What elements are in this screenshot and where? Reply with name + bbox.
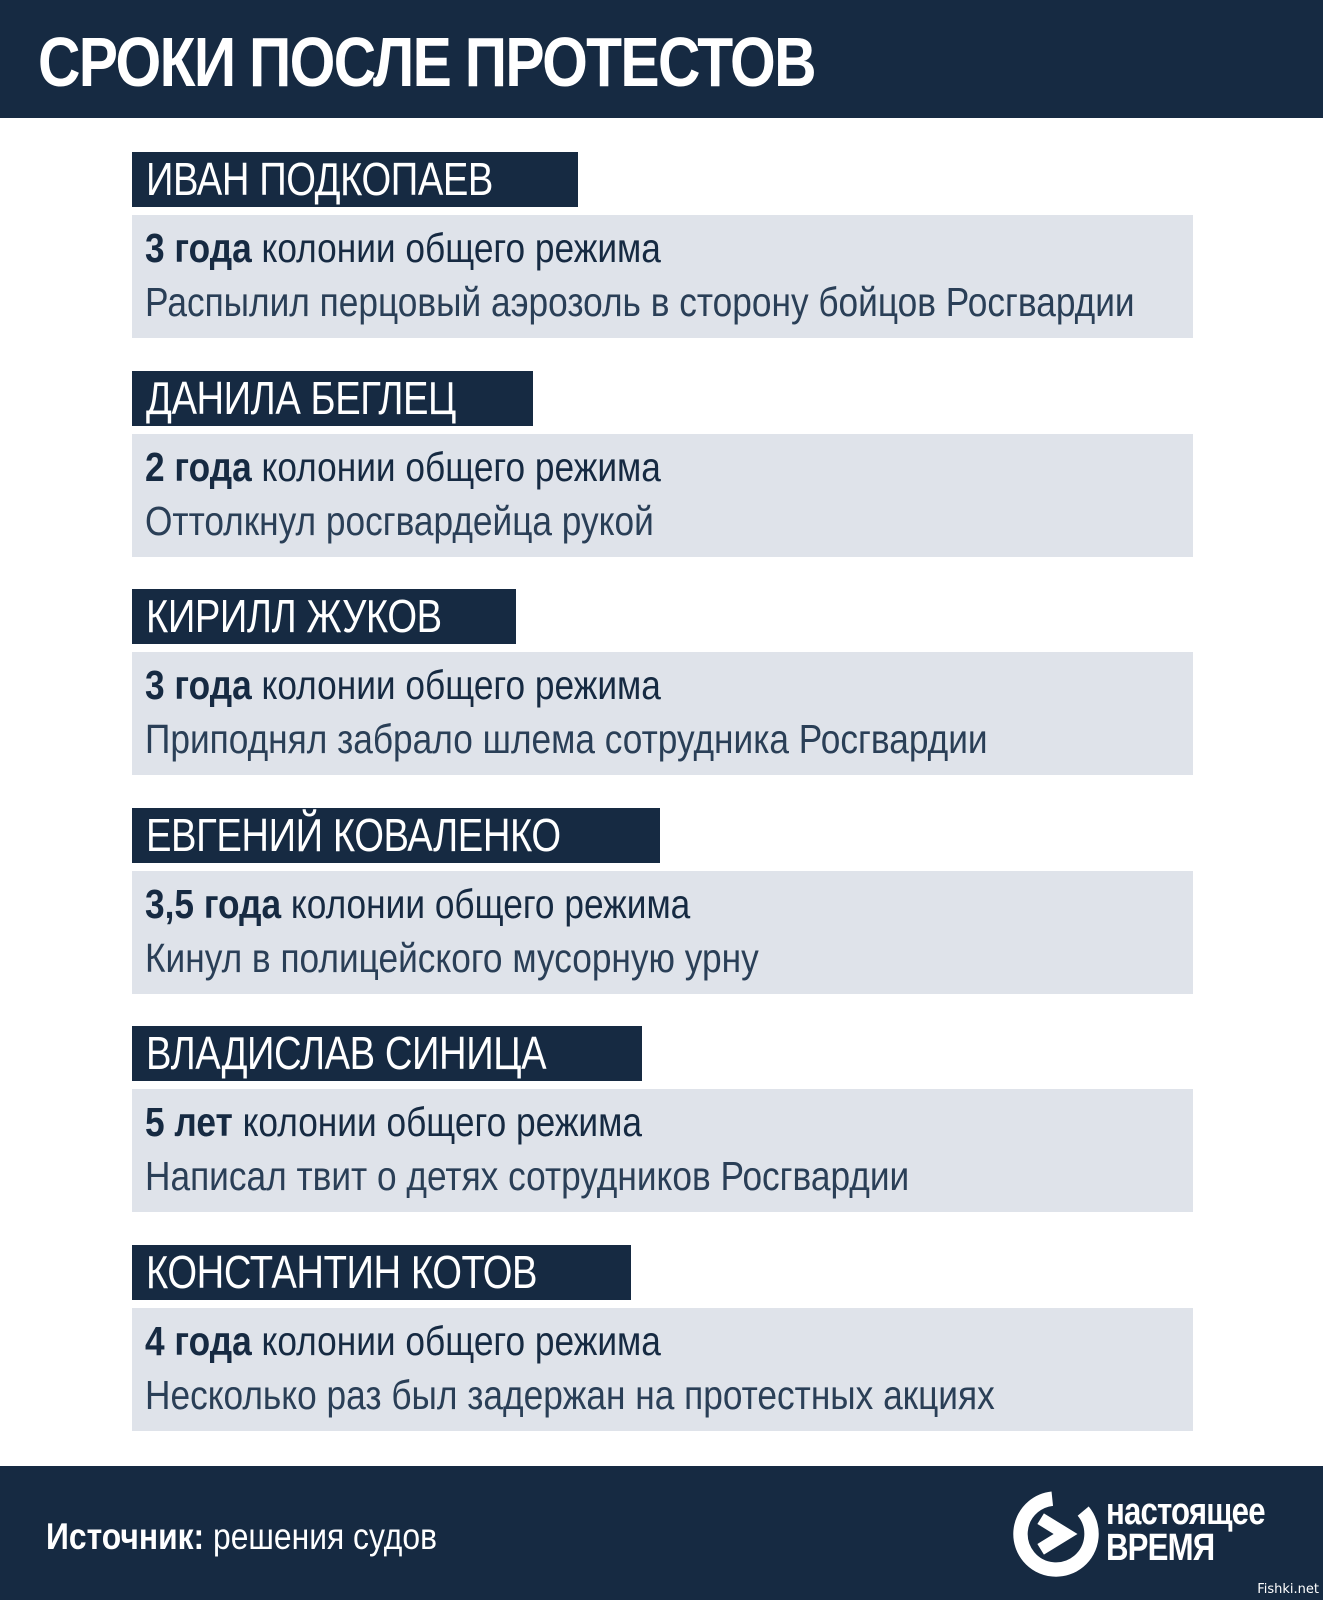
person-name-tag <box>132 1026 642 1081</box>
source-note <box>46 1516 437 1558</box>
person-name-tag <box>132 1245 631 1300</box>
person-name-tag <box>132 808 660 863</box>
logo-wordmark <box>1106 1491 1265 1569</box>
sentence-term: 3 года <box>145 662 252 709</box>
sentence-term: 3 года <box>145 225 252 271</box>
page-title: СРОКИ ПОСЛЕ ПРОТЕСТОВ <box>38 23 815 101</box>
list-item <box>132 1026 1193 1245</box>
source-value: решения судов <box>213 1516 437 1557</box>
sentence-card <box>132 652 1193 775</box>
sentence-line <box>145 444 661 491</box>
person-name: ЕВГЕНИЙ КОВАЛЕНКО <box>146 808 561 861</box>
reason-text: Оттолкнул росгвардейца рукой <box>145 497 654 544</box>
sentence-card <box>132 1089 1193 1212</box>
reason-text: Написал твит о детях сотрудников Росгвардии <box>145 1153 910 1200</box>
person-name: КИРИЛЛ ЖУКОВ <box>146 590 442 643</box>
person-name: ВЛАДИСЛАВ СИНИЦА <box>146 1027 547 1080</box>
list-item <box>132 808 1193 1027</box>
person-name-tag <box>132 152 578 207</box>
sentence-card <box>132 215 1193 338</box>
reason-text: Несколько раз был задержан на протестных акциях <box>145 1371 995 1418</box>
sentence-type: колонии общего режима <box>242 1099 642 1146</box>
reason-text: Распылил перцовый аэрозоль в сторону бойцов Росгвардии <box>145 279 1135 325</box>
list-item <box>132 371 1193 590</box>
list-item <box>132 589 1193 808</box>
reason-text: Приподнял забрало шлема сотрудника Росгвардии <box>145 716 988 763</box>
person-name-tag <box>132 589 516 644</box>
reason-text: Кинул в полицейского мусорную урну <box>145 934 759 981</box>
sentence-type: колонии общего режима <box>261 225 661 271</box>
person-name-tag <box>132 371 533 426</box>
person-name: ДАНИЛА БЕГЛЕЦ <box>146 371 456 424</box>
sentence-line <box>145 1318 661 1365</box>
entries-list <box>132 152 1193 1464</box>
sentence-term: 2 года <box>145 443 252 490</box>
list-item <box>132 1245 1193 1464</box>
list-item <box>132 152 1193 371</box>
source-label: Источник: <box>46 1516 205 1557</box>
sentence-line <box>145 225 661 272</box>
logo-line-2: ВРЕМЯ <box>1106 1527 1215 1569</box>
sentence-type: колонии общего режима <box>261 1317 661 1364</box>
sentence-term: 3,5 года <box>145 880 282 927</box>
person-name: ИВАН ПОДКОПАЕВ <box>146 153 493 205</box>
sentence-type: колонии общего режима <box>261 662 661 709</box>
sentence-line <box>145 881 690 928</box>
sentence-card <box>132 434 1193 557</box>
header <box>0 0 1323 118</box>
sentence-term: 4 года <box>145 1317 252 1364</box>
sentence-line <box>145 1099 642 1146</box>
watermark: Fishki.net <box>1257 1582 1319 1597</box>
logo-line-1: настоящее <box>1106 1491 1265 1533</box>
sentence-type: колонии общего режима <box>261 443 661 490</box>
sentence-card <box>132 871 1193 994</box>
nastoyashchee-vremya-logo-icon <box>1008 1486 1104 1582</box>
footer <box>0 1466 1323 1600</box>
sentence-term: 5 лет <box>145 1099 233 1146</box>
person-name: КОНСТАНТИН КОТОВ <box>146 1245 538 1298</box>
sentence-type: колонии общего режима <box>290 880 691 927</box>
sentence-line <box>145 662 661 709</box>
sentence-card <box>132 1308 1193 1431</box>
